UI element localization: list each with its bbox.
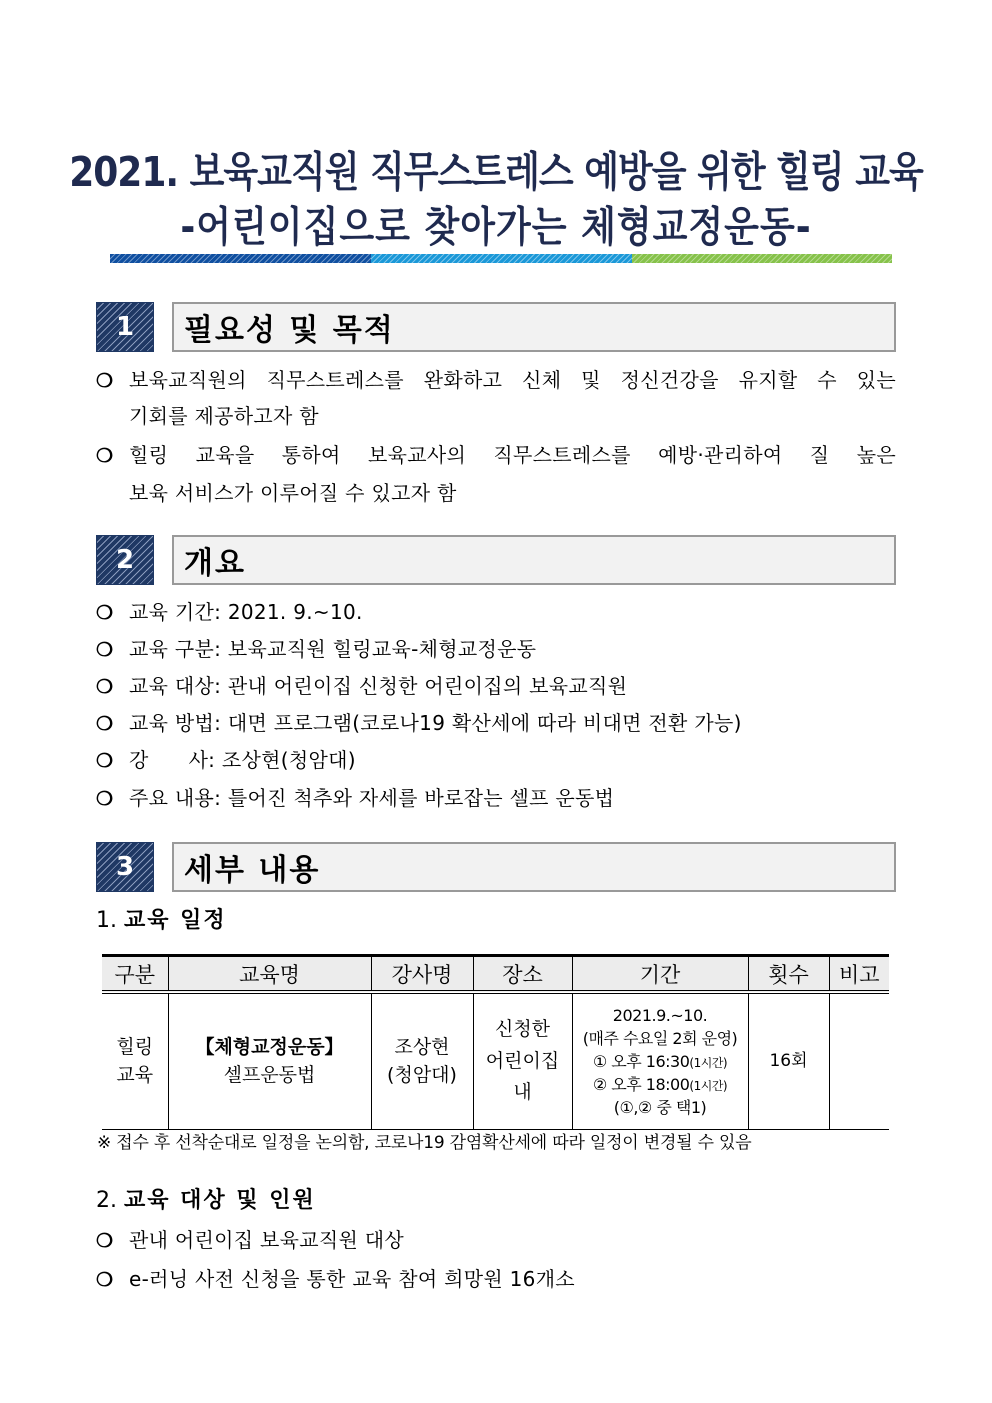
title-stripe-blue (110, 254, 371, 263)
circle-bullet-icon: ❍ (96, 602, 114, 624)
circle-bullet-icon: ❍ (96, 1269, 114, 1291)
cell-text: 내 (513, 1081, 532, 1104)
bullet-text: 주요 내용: 틀어진 척추와 자세를 바로잡는 셀프 운동법 (129, 786, 615, 810)
bullet-text: 보육교직원의 직무스트레스를 완화하고 신체 및 정신건강을 유지할 수 있는 (129, 368, 896, 392)
cell-text: (1시간) (689, 1055, 728, 1070)
overview-instructor (96, 742, 896, 778)
circle-bullet-icon: ❍ (96, 445, 114, 467)
cell-course-name (168, 992, 371, 1130)
section-number-badge (96, 842, 154, 892)
section-number: 3 (115, 852, 135, 882)
circle-bullet-icon: ❍ (96, 370, 114, 392)
overview-target (96, 668, 896, 704)
bullet-text: 강 사: 조상현(청암대) (129, 748, 356, 772)
table-row (102, 992, 889, 1130)
subsection-number: 1. (96, 908, 117, 933)
circle-bullet-icon: ❍ (96, 750, 114, 772)
bullet-item (96, 362, 896, 398)
bullet-continuation: 기회를 제공하고자 함 (129, 404, 319, 428)
cell-text: (①,② 중 택1) (613, 1098, 707, 1118)
cell-text: (매주 수요일 2회 운영) (582, 1028, 738, 1048)
section-title-overview: 개요 (172, 535, 896, 585)
bullet-item (96, 437, 896, 473)
col-header-count: 횟수 (748, 956, 829, 993)
cell-text: 2021.9.~10. (612, 1005, 708, 1025)
cell-remark (829, 992, 889, 1130)
col-header-instructor: 강사명 (371, 956, 473, 993)
title-stripe-lightblue (371, 254, 632, 263)
section-number-badge (96, 535, 154, 585)
cell-text: 신청한 (494, 1018, 551, 1041)
col-header-place: 장소 (473, 956, 572, 993)
subsection-number: 2. (96, 1188, 117, 1213)
col-header-period: 기간 (572, 956, 748, 993)
section-number-badge (96, 302, 154, 352)
cell-place (473, 992, 572, 1130)
subsection-label: 교육 일정 (124, 908, 227, 933)
overview-content (96, 780, 896, 816)
overview-method (96, 705, 896, 741)
bullet-text: 힐링 교육을 통하여 보육교사의 직무스트레스를 예방·관리하여 질 높은 (129, 443, 896, 467)
schedule-note: ※ 접수 후 선착순대로 일정을 논의함, 코로나19 감염확산세에 따라 일정이 변경될 수 있음 (97, 1133, 752, 1153)
section-number: 1 (115, 312, 135, 342)
subsection-label: 교육 대상 및 인원 (124, 1188, 316, 1213)
cell-category (102, 992, 168, 1130)
bullet-text: e-러닝 사전 신청을 통한 교육 참여 희망원 16개소 (129, 1267, 575, 1291)
title-stripe-green (632, 254, 892, 263)
cell-text: ② 오후 18:00 (592, 1075, 690, 1095)
cell-text: (1시간) (689, 1079, 728, 1094)
cell-text: 교육 (116, 1063, 154, 1086)
circle-bullet-icon: ❍ (96, 1230, 114, 1252)
target-bullet (96, 1261, 896, 1297)
circle-bullet-icon: ❍ (96, 639, 114, 661)
bullet-continuation: 보육 서비스가 이루어질 수 있고자 함 (129, 481, 457, 505)
cell-text: 【체형교정운동】 (195, 1035, 344, 1058)
bullet-text: 교육 구분: 보육교직원 힐링교육-체형교정운동 (129, 637, 537, 661)
cell-text: 조상현 (394, 1035, 450, 1058)
table-header-row (102, 956, 889, 993)
bullet-text: 관내 어린이집 보육교직원 대상 (129, 1228, 405, 1252)
document-subtitle: -어린이집으로 찾아가는 체형교정운동- (180, 204, 812, 252)
cell-instructor (371, 992, 473, 1130)
circle-bullet-icon: ❍ (96, 788, 114, 810)
subsection-schedule-heading (96, 903, 227, 939)
section-number: 2 (115, 545, 135, 575)
schedule-table (102, 954, 889, 1130)
col-header-remark: 비고 (829, 956, 889, 993)
cell-text: 힐링 (116, 1035, 154, 1058)
bullet-text: 교육 방법: 대면 프로그램(코로나19 확산세에 따라 비대면 전환 가능) (129, 711, 742, 735)
cell-count: 16회 (748, 992, 829, 1130)
bullet-text: 교육 기간: 2021. 9.~10. (129, 600, 363, 624)
overview-period (96, 594, 896, 630)
cell-text: (청암대) (387, 1063, 457, 1086)
cell-text: 어린이집 (485, 1049, 560, 1072)
document-title: 2021. 보육교직원 직무스트레스 예방을 위한 힐링 교육 (69, 149, 923, 197)
overview-category (96, 631, 896, 667)
subsection-target-heading (96, 1183, 316, 1219)
cell-text: 셀프운동법 (223, 1063, 316, 1086)
col-header-course-name: 교육명 (168, 956, 371, 993)
circle-bullet-icon: ❍ (96, 676, 114, 698)
col-header-category: 구분 (102, 956, 168, 993)
target-bullet (96, 1222, 896, 1258)
section-title-purpose: 필요성 및 목적 (172, 302, 896, 352)
cell-period (572, 992, 748, 1130)
section-title-details: 세부 내용 (172, 842, 896, 892)
bullet-text: 교육 대상: 관내 어린이집 신청한 어린이집의 보육교직원 (129, 674, 628, 698)
circle-bullet-icon: ❍ (96, 713, 114, 735)
cell-text: ① 오후 16:30 (592, 1051, 690, 1071)
